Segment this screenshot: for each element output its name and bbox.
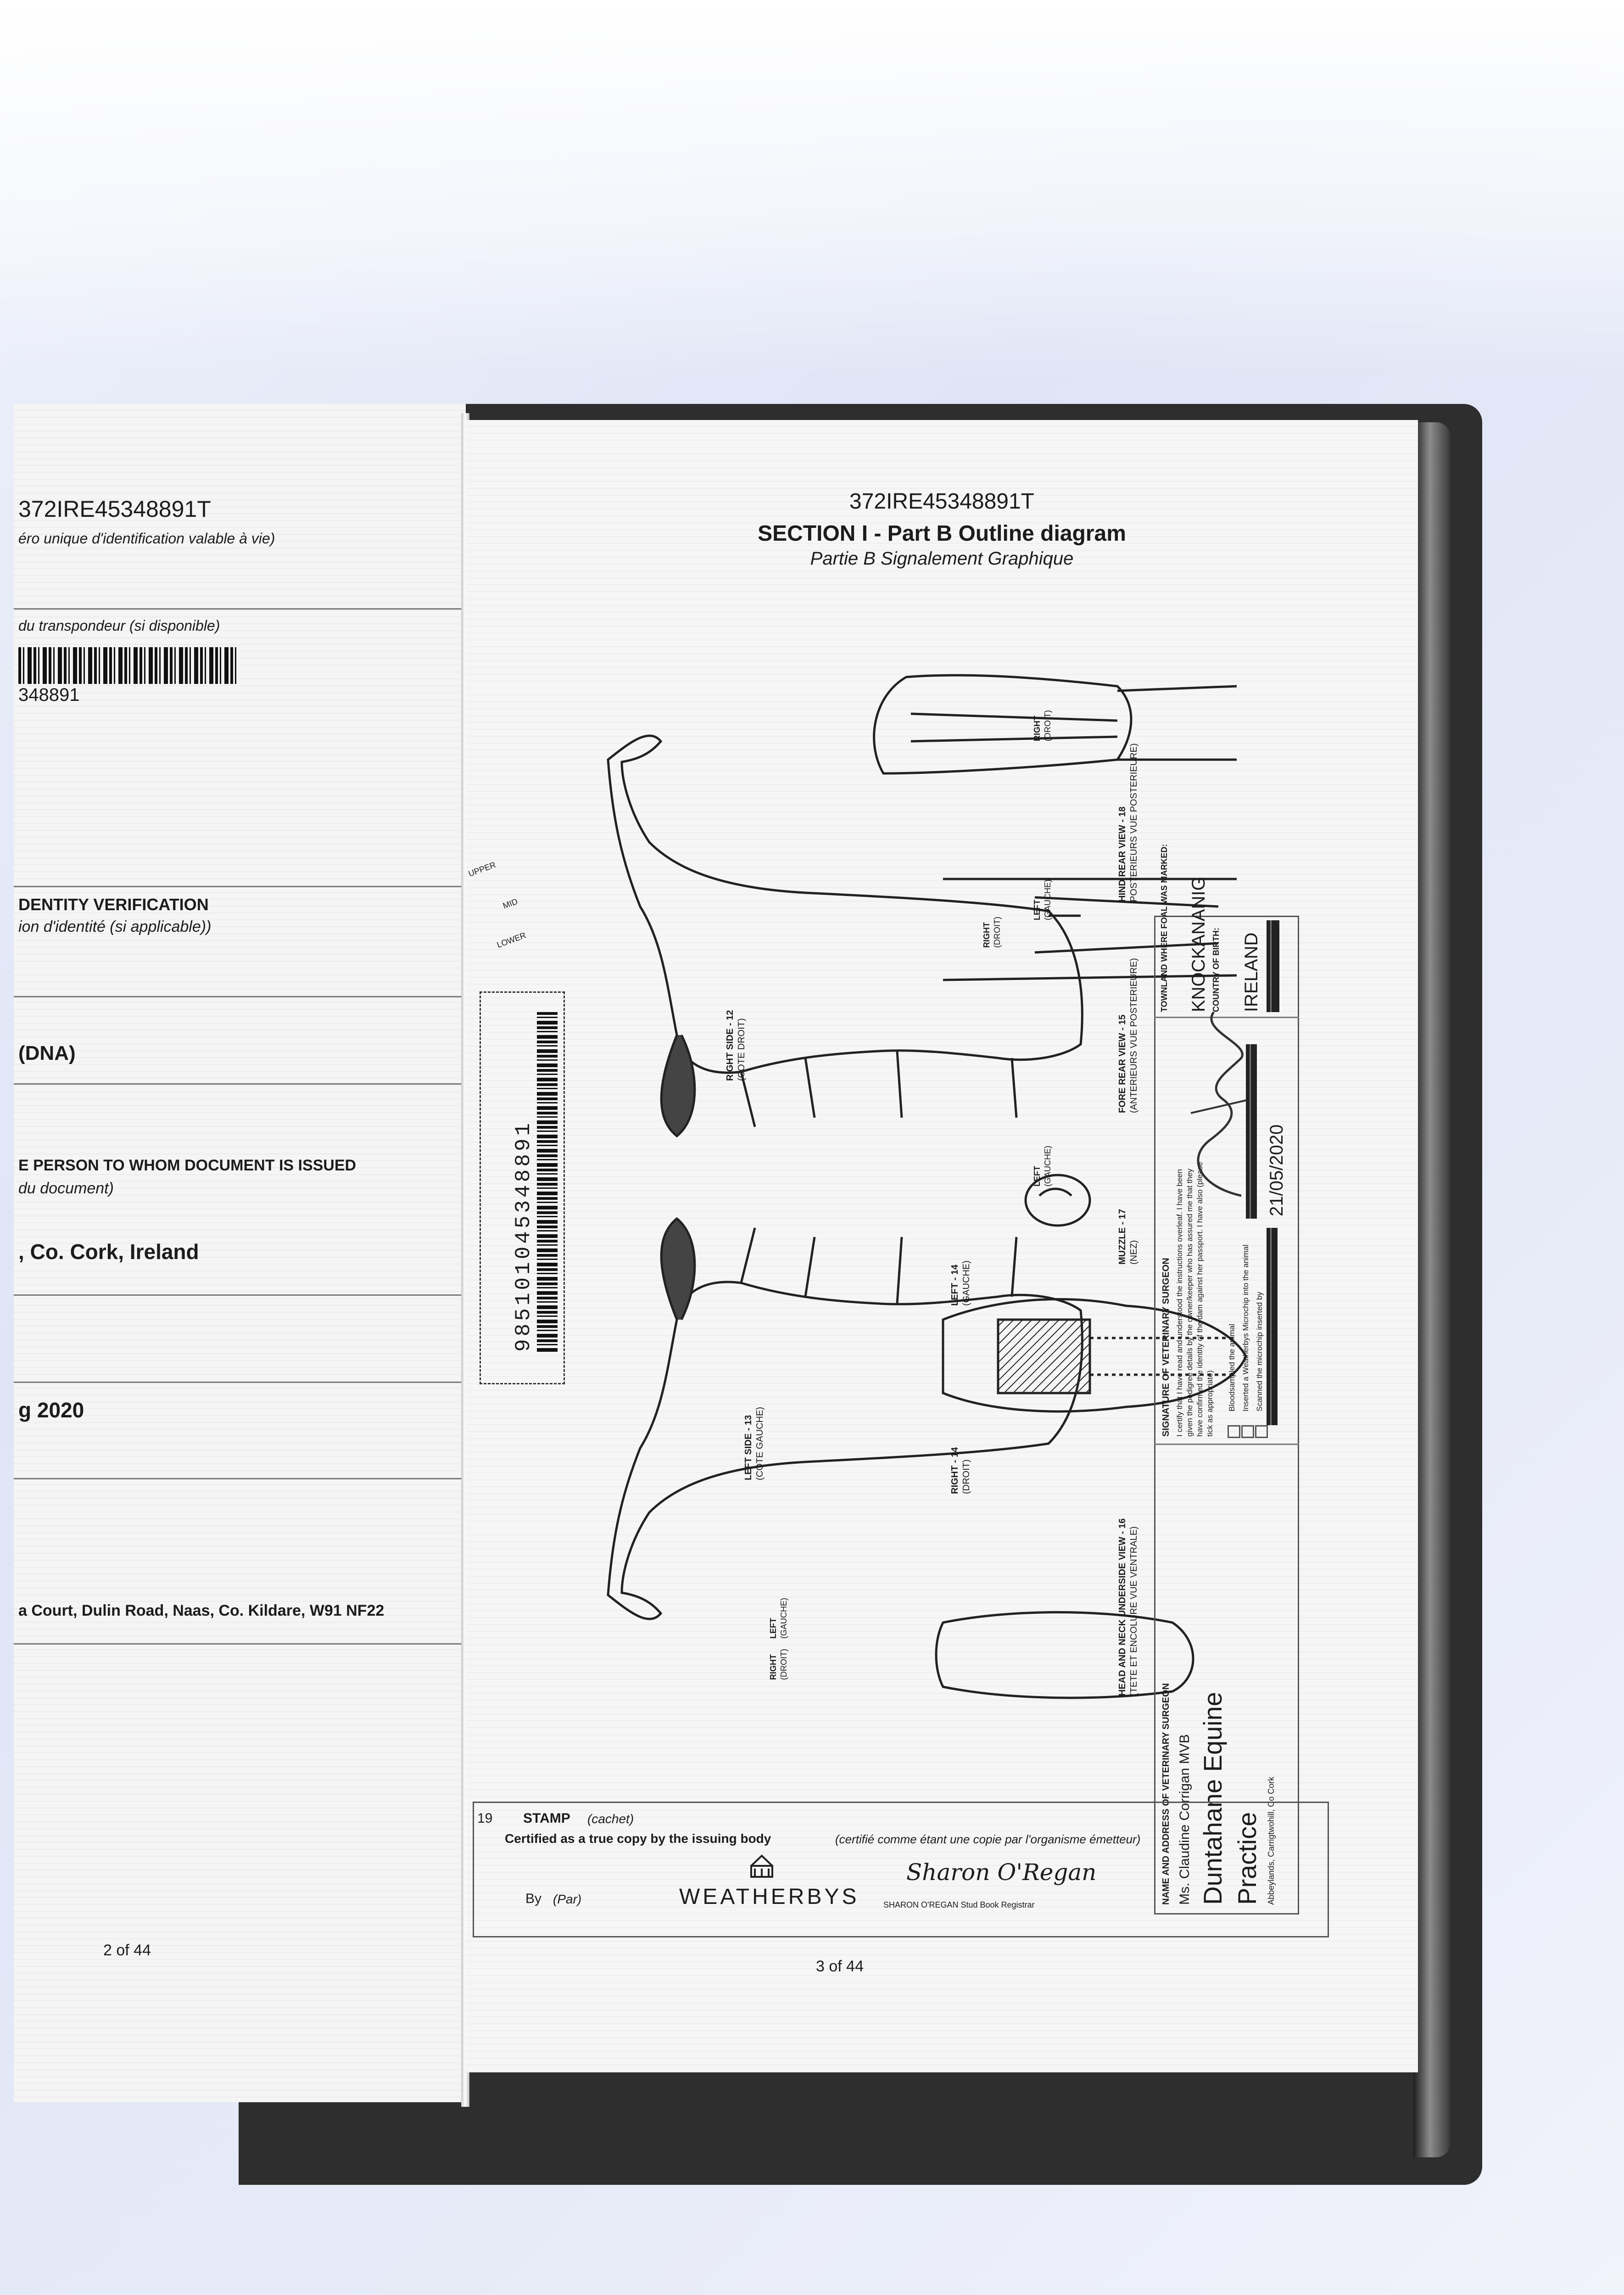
left-page xyxy=(14,404,466,2102)
fore-left-label: LEFT xyxy=(1032,1166,1042,1187)
background-fade xyxy=(0,0,1624,376)
divider xyxy=(14,1478,466,1479)
registrar-name: SHARON O'REGAN Stud Book Registrar xyxy=(883,1900,1035,1909)
neck-upper-label: UPPER xyxy=(467,860,497,879)
stamp-by: By xyxy=(525,1891,542,1906)
neck-mid-label: MID xyxy=(502,896,519,911)
vet-signature-heading: SIGNATURE OF VETERINARY SURGEON xyxy=(1161,1258,1171,1437)
head-neck-label-fr: (TETE ET ENCOLURE VUE VENTRALE) xyxy=(1129,1526,1139,1696)
redacted-bar xyxy=(1267,920,1279,1012)
hind-rear-label: HIND REAR VIEW - 18 xyxy=(1117,806,1127,902)
transponder-caption: du transpondeur (si disponible) xyxy=(18,617,220,634)
divider xyxy=(14,1294,466,1296)
weatherbys-logo-text: WEATHERBYS xyxy=(679,1885,859,1909)
stamp-label: STAMP xyxy=(523,1811,570,1826)
checkbox-scanned xyxy=(1255,1425,1268,1438)
fore-rear-label-fr: (ANTERIEURS VUE POSTERIEURE) xyxy=(1129,958,1139,1113)
right-page-number: 3 of 44 xyxy=(816,1958,864,1975)
stamp-label-fr: (cachet) xyxy=(587,1812,634,1826)
check-scanned-label: Scanned the microchip inserted by xyxy=(1255,1292,1264,1411)
registrar-signature: Sharon O'Regan xyxy=(906,1859,1097,1886)
stamp-by-fr: (Par) xyxy=(553,1892,582,1906)
hind-rear-view xyxy=(874,675,1237,773)
weatherbys-crest-icon xyxy=(746,1852,778,1880)
right-14-label-fr: (DROIT) xyxy=(961,1459,971,1494)
divider xyxy=(14,1083,466,1085)
right-side-label: RIGHT SIDE - 12 xyxy=(725,1010,735,1081)
passport-cover-edge xyxy=(1413,422,1450,2157)
redacted-bar xyxy=(1246,1044,1257,1219)
person-caption: du document) xyxy=(18,1180,114,1197)
section-title: SECTION I - Part B Outline diagram xyxy=(758,521,1126,546)
townland-heading: TOWNLAND WHERE FOAL WAS MARKED: xyxy=(1160,844,1169,1012)
head-right-label: RIGHT xyxy=(769,1654,778,1680)
muzzle-label-fr: (NEZ) xyxy=(1129,1240,1139,1265)
owner-location: , Co. Cork, Ireland xyxy=(18,1240,199,1264)
head-left-label: LEFT xyxy=(769,1618,778,1639)
right-14-label: RIGHT - 14 xyxy=(950,1447,960,1494)
checkbox-blood xyxy=(1228,1425,1240,1438)
transponder-sticker-barcode xyxy=(537,1012,558,1352)
head-neck-label: HEAD AND NECK UNDERSIDE VIEW - 16 xyxy=(1117,1518,1127,1696)
identity-caption: ion d'identité (si applicable)) xyxy=(18,918,212,935)
left-14-label-fr: (GAUCHE) xyxy=(961,1260,971,1306)
vet-practice-line2: Practice xyxy=(1233,1812,1261,1905)
year-value: g 2020 xyxy=(18,1398,84,1422)
divider xyxy=(14,996,466,997)
checkbox-microchip xyxy=(1241,1425,1254,1438)
country-heading: COUNTRY OF BIRTH: xyxy=(1211,928,1221,1012)
transponder-number: 348891 xyxy=(18,685,80,705)
muzzle-label: MUZZLE - 17 xyxy=(1117,1209,1127,1265)
divider xyxy=(14,1643,466,1645)
hind-right-label: RIGHT xyxy=(1032,716,1042,741)
right-side-horse xyxy=(608,736,1082,1136)
neck-lower-label: LOWER xyxy=(496,930,527,950)
stamp-number: 19 xyxy=(477,1811,493,1826)
redacted-bar xyxy=(1267,1228,1278,1425)
left-ueln-caption: éro unique d'identification valable à vie) xyxy=(18,530,275,547)
hind-left-label: LEFT xyxy=(1032,900,1042,920)
head-right-label-fr: (DROIT) xyxy=(779,1649,788,1680)
right-ueln: 372IRE45348891T xyxy=(849,489,1034,514)
stamp-certified-fr: (certifié comme étant une copie par l'organisme émetteur) xyxy=(835,1832,1141,1846)
divider xyxy=(14,886,466,887)
vet-name: Ms. Claudine Corrigan MVB xyxy=(1177,1734,1192,1905)
vet-certify-text: I certify that I have read and understood the instructions overleaf. I have been given the pedigree details by the owner/keeper who has assured me that they have confirmed the identity of the dam against her passport. I have also (please tick as appropriate) xyxy=(1175,1161,1214,1437)
hind-left-label-fr: (GAUCHE) xyxy=(1043,879,1052,920)
right-side-label-fr: (COTE DROIT) xyxy=(737,1018,747,1081)
divider xyxy=(14,608,466,610)
left-side-label: LEFT SIDE - 13 xyxy=(743,1415,753,1480)
check-blood-label: Bloodsampled the animal xyxy=(1228,1324,1236,1411)
section-subtitle: Partie B Signalement Graphique xyxy=(810,549,1074,569)
right-page xyxy=(466,420,1418,2072)
person-heading: E PERSON TO WHOM DOCUMENT IS ISSUED xyxy=(18,1157,357,1174)
issuer-address: a Court, Dulin Road, Naas, Co. Kildare, W91 NF22 xyxy=(18,1602,385,1619)
left-page-number: 2 of 44 xyxy=(103,1942,151,1959)
vet-practice-address: Abbeylands, Carrigtwohill, Co Cork xyxy=(1267,1776,1276,1905)
left-14-label: LEFT - 14 xyxy=(950,1264,960,1306)
fore-rear-label: FORE REAR VIEW - 15 xyxy=(1117,1014,1127,1113)
fore-right-label: RIGHT xyxy=(982,922,991,948)
hind-right-label-fr: (DROIT) xyxy=(1043,710,1052,741)
fore-right-label-fr: (DROIT) xyxy=(993,917,1002,948)
fore-left-label-fr: (GAUCHE) xyxy=(1043,1146,1052,1187)
vet-date: 21/05/2020 xyxy=(1267,1124,1287,1216)
transponder-barcode xyxy=(18,647,239,684)
divider xyxy=(14,1382,466,1383)
check-microchip-label: Inserted a Weatherbys Microchip into the animal xyxy=(1241,1244,1250,1411)
townland-value: KNOCKANANIG xyxy=(1189,876,1209,1012)
left-side-horse xyxy=(608,1219,1082,1619)
left-ueln: 372IRE45348891T xyxy=(18,496,211,522)
stamp-certified: Certified as a true copy by the issuing body xyxy=(505,1831,771,1846)
hind-rear-label-fr: POSTERIEURS VUE POSTERIEURE) xyxy=(1129,743,1139,902)
vet-name-heading: NAME AND ADDRESS OF VETERINARY SURGEON xyxy=(1161,1683,1171,1905)
divider xyxy=(1154,1444,1299,1445)
country-value: IRELAND xyxy=(1241,932,1261,1012)
identity-heading: DENTITY VERIFICATION xyxy=(18,895,209,914)
dna-label: (DNA) xyxy=(18,1042,76,1064)
head-left-label-fr: (GAUCHE) xyxy=(779,1598,788,1639)
left-side-label-fr: (COTE GAUCHE) xyxy=(755,1407,765,1480)
vet-practice-line1: Duntahane Equine xyxy=(1198,1692,1227,1905)
transponder-sticker-number: 985101045348891 xyxy=(512,1120,536,1352)
